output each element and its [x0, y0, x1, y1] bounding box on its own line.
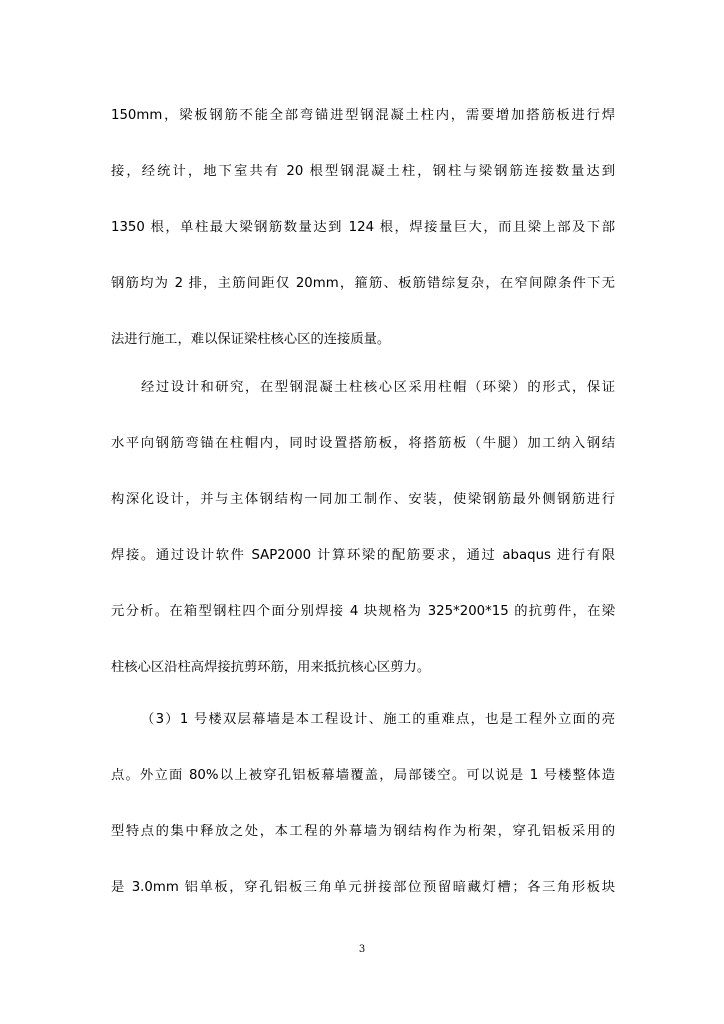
- text-line: 是 3.0mm 铝单板，穿孔铝板三角单元拼接部位预留暗藏灯槽；各三角形板块: [111, 880, 615, 895]
- text-line: 点。外立面 80%以上被穿孔铝板幕墙覆盖，局部镂空。可以说是 1 号楼整体造: [111, 768, 615, 783]
- text-line: 接，经统计，地下室共有 20 根型钢混凝土柱，钢柱与梁钢筋连接数量达到: [111, 164, 615, 179]
- page-number: 3: [358, 944, 366, 955]
- text-line: 构深化设计，并与主体钢结构一同加工制作、安装，使梁钢筋最外侧钢筋进行: [111, 492, 615, 507]
- text-line: 150mm，梁板钢筋不能全部弯锚进型钢混凝土柱内，需要增加搭筋板进行焊: [111, 108, 615, 123]
- text-line: （3）1 号楼双层幕墙是本工程设计、施工的重难点，也是工程外立面的亮: [141, 712, 615, 727]
- text-line: 水平向钢筋弯锚在柱帽内，同时设置搭筋板，将搭筋板（牛腿）加工纳入钢结: [111, 436, 615, 451]
- text-line: 焊接。通过设计软件 SAP2000 计算环梁的配筋要求，通过 abaqus 进行有限: [111, 548, 615, 563]
- text-line: 钢筋均为 2 排，主筋间距仅 20mm，箍筋、板筋错综复杂，在窄间隙条件下无: [111, 276, 615, 291]
- text-line: 型特点的集中释放之处，本工程的外幕墙为钢结构作为桁架，穿孔铝板采用的: [111, 824, 615, 839]
- text-line: 元分析。在箱型钢柱四个面分别焊接 4 块规格为 325*200*15 的抗剪件，在梁: [111, 604, 615, 619]
- text-line: 柱核心区沿柱高焊接抗剪环筋，用来抵抗核心区剪力。: [111, 660, 431, 675]
- text-line: 经过设计和研究，在型钢混凝土柱核心区采用柱帽（环梁）的形式，保证: [141, 380, 615, 395]
- text-line: 法进行施工，难以保证梁柱核心区的连接质量。: [111, 332, 391, 347]
- text-line: 1350 根，单柱最大梁钢筋数量达到 124 根，焊接量巨大，而且梁上部及下部: [111, 220, 615, 235]
